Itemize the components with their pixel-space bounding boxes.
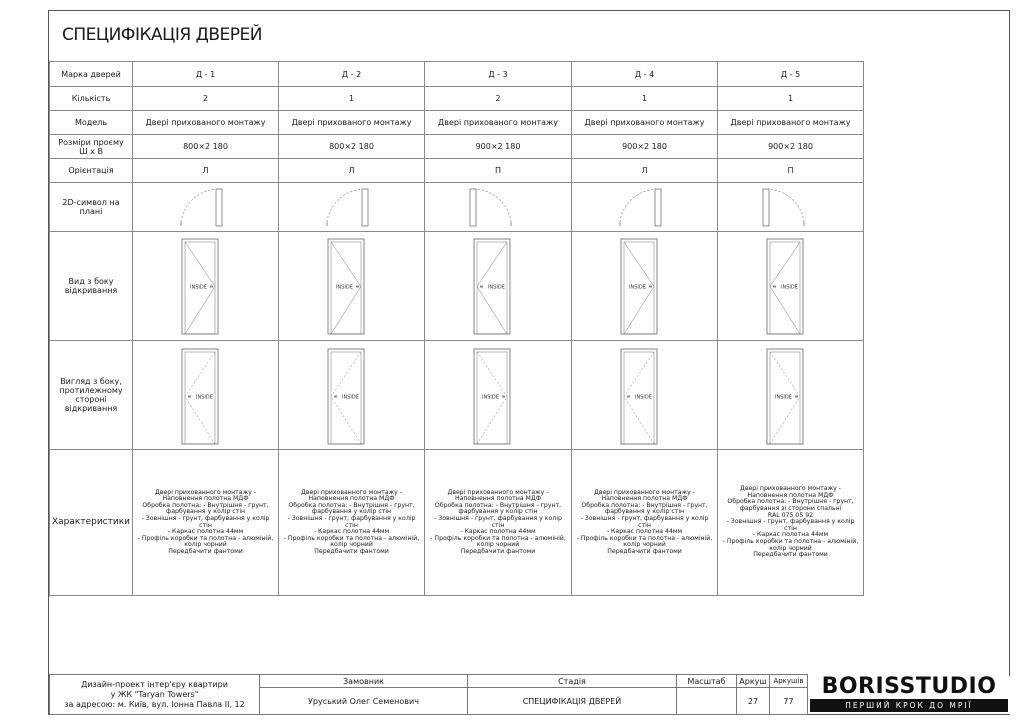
characteristic-line: фарбування у колір стін — [165, 508, 246, 516]
plan-cell — [425, 183, 572, 232]
inside-label: INSIDE — [190, 284, 207, 291]
door-mark: Д - 4 — [572, 62, 718, 87]
characteristic-line: - Профіль коробки та полотна - алюміній, — [576, 534, 713, 542]
door-mark: Д - 2 — [279, 62, 425, 87]
door-orientation: П — [425, 159, 572, 183]
inside-label: INSIDE — [488, 284, 505, 291]
elevation-cell — [133, 232, 279, 341]
door-size: 800×2 180 — [133, 135, 279, 159]
door-qty: 1 — [718, 87, 864, 111]
door-model: Двері прихованого монтажу — [718, 111, 864, 135]
characteristic-line: стін — [491, 521, 505, 529]
stage-value: СПЕЦИФІКАЦІЯ ДВЕРЕЙ — [468, 688, 677, 715]
characteristic-line: Наповнення полотна МДФ — [601, 495, 688, 503]
door-qty: 2 — [425, 87, 572, 111]
door-orientation: Л — [279, 159, 425, 183]
inside-label: INSIDE — [635, 394, 652, 401]
elevation-cell — [425, 232, 572, 341]
characteristic-line: стін — [199, 521, 212, 529]
door-spec-table — [49, 61, 864, 596]
project-line2: у ЖК "Taryan Towers" — [110, 689, 199, 699]
label-plan-symbol — [50, 183, 133, 232]
inside-label: INSIDE — [781, 284, 798, 291]
label-characteristics: Характеристики — [50, 450, 133, 596]
characteristic-line: стін — [345, 521, 358, 529]
characteristic-line: Наповнення полотна МДФ — [308, 495, 395, 503]
inside-label: INSIDE — [482, 394, 499, 401]
project-info — [50, 675, 260, 715]
elevation-cell — [718, 232, 864, 341]
client-value: Уруський Олег Семенович — [260, 688, 468, 715]
label-opp-line1: Вигляд з боку, — [60, 377, 122, 386]
scale-label: Масштаб — [677, 675, 737, 688]
characteristic-line: - Зовнішня - грунт, фарбування у колір — [580, 514, 709, 522]
characteristic-line: Передбачити фантоми — [314, 547, 389, 555]
chars-cell — [133, 450, 279, 596]
characteristic-line: стін — [638, 521, 651, 529]
row-plan-symbol — [50, 183, 864, 232]
sheets-label: Аркушів — [770, 675, 808, 688]
characteristic-line: Наповнення полотна МДФ — [454, 495, 542, 503]
label-mark: Марка дверей — [50, 62, 133, 87]
door-size: 900×2 180 — [572, 135, 718, 159]
characteristic-line: - Профіль коробки та полотна - алюміній, — [283, 534, 420, 542]
label-orientation: Орієнтація — [50, 159, 133, 183]
row-view-opening — [50, 232, 864, 341]
inside-label: INSIDE — [336, 284, 353, 291]
row-view-opposite — [50, 341, 864, 450]
door-model: Двері прихованого монтажу — [279, 111, 425, 135]
characteristic-line: - Каркас полотна 44мм — [167, 528, 244, 536]
characteristic-line: - Каркас полотна 44мм — [460, 528, 536, 536]
label-size — [50, 135, 133, 159]
sheet-value: 27 — [737, 688, 770, 715]
elevation-cell — [279, 341, 425, 450]
chars-cell — [279, 450, 425, 596]
page-title: СПЕЦИФІКАЦІЯ ДВЕРЕЙ — [62, 25, 262, 45]
characteristic-line: стін — [784, 524, 797, 532]
label-size-line1: Розміри проєму — [58, 137, 124, 147]
elevation-cell — [279, 232, 425, 341]
studio-logo — [808, 676, 1010, 714]
plan-cell — [279, 183, 425, 232]
stage-label: Стадія — [468, 675, 677, 688]
door-characteristics — [720, 486, 861, 559]
characteristic-line: - Зовнішня - грунт, фарбування у колір — [141, 514, 270, 522]
characteristic-line: Обробка полотна: - Внутрішня - грунт, — [581, 501, 708, 509]
scale-value — [677, 688, 737, 715]
characteristic-line: Двері прихованного монтажу - — [301, 488, 403, 496]
sheets-value: 77 — [770, 688, 808, 715]
door-characteristics — [427, 490, 569, 556]
plan-cell — [718, 183, 864, 232]
plan-cell — [572, 183, 718, 232]
row-model — [50, 111, 864, 135]
door-characteristics — [281, 490, 422, 556]
characteristic-line: фарбування у колір стін — [604, 508, 685, 516]
characteristic-line: - Каркас полотна 44мм — [606, 528, 683, 536]
door-size: 900×2 180 — [718, 135, 864, 159]
inside-label: INSIDE — [629, 284, 646, 291]
elevation-cell — [572, 232, 718, 341]
door-model: Двері прихованого монтажу — [572, 111, 718, 135]
label-plan-line1: 2D-символ на — [62, 198, 120, 207]
door-qty: 2 — [133, 87, 279, 111]
characteristic-line: RAL 075 05 92 — [767, 511, 814, 519]
door-model: Двері прихованого монтажу — [425, 111, 572, 135]
characteristic-line: - Зовнішня - грунт, фарбування у колір — [287, 514, 416, 522]
characteristic-line: - Профіль коробки та полотна - алюміній, — [722, 537, 859, 545]
elevation-cell — [133, 341, 279, 450]
logo-name: BORISSTUDIO — [821, 674, 997, 699]
characteristic-line: фарбування у колір стін — [311, 508, 392, 516]
label-view-opening — [50, 232, 133, 341]
door-size: 900×2 180 — [425, 135, 572, 159]
characteristic-line: - Зовнішня - грунт, фарбування у колір — [434, 514, 562, 522]
row-characteristics — [50, 450, 864, 596]
characteristic-line: Обробка полотна: - Внутрішня - грунт, — [727, 498, 854, 506]
inside-label: INSIDE — [775, 394, 792, 401]
elevation-cell — [572, 341, 718, 450]
door-qty: 1 — [279, 87, 425, 111]
characteristic-line: Двері прихованного монтажу - — [594, 488, 696, 496]
characteristic-line: фарбування у колір стін — [458, 508, 538, 516]
door-orientation: Л — [572, 159, 718, 183]
characteristic-line: - Каркас полотна 44мм — [313, 528, 390, 536]
sheet-label: Аркуш — [737, 675, 770, 688]
label-opp-line4: відкривання — [64, 404, 118, 413]
chars-cell — [718, 450, 864, 596]
characteristic-line: Передбачити фантоми — [168, 547, 243, 555]
characteristic-line: Двері прихованного монтажу - — [740, 485, 842, 493]
characteristic-line: колір чорний — [330, 541, 373, 549]
plan-cell — [133, 183, 279, 232]
row-orientation — [50, 159, 864, 183]
project-line1: Дизайн-проект інтер'єру квартири — [81, 679, 228, 689]
door-qty: 1 — [572, 87, 718, 111]
elevation-cell — [718, 341, 864, 450]
chars-cell — [572, 450, 718, 596]
label-view-opposite — [50, 341, 133, 450]
door-orientation: Л — [133, 159, 279, 183]
label-opp-line3: стороні — [75, 395, 107, 404]
door-size: 800×2 180 — [279, 135, 425, 159]
characteristic-line: колір чорний — [769, 544, 812, 552]
row-size — [50, 135, 864, 159]
characteristic-line: колір чорний — [623, 541, 666, 549]
characteristic-line: Двері прихованного монтажу - — [155, 488, 257, 496]
characteristic-line: Передбачити фантоми — [753, 551, 828, 559]
elevation-cell — [425, 341, 572, 450]
characteristic-line: Передбачити фантоми — [460, 547, 536, 555]
door-model: Двері прихованого монтажу — [133, 111, 279, 135]
title-block — [49, 674, 808, 715]
characteristic-line: - Профіль коробки та полотна - алюміній, — [137, 534, 274, 542]
characteristic-line: Наповнення полотна МДФ — [747, 491, 834, 499]
door-mark: Д - 1 — [133, 62, 279, 87]
label-qty: Кількість — [50, 87, 133, 111]
inside-label: INSIDE — [342, 394, 359, 401]
characteristic-line: Обробка полотна: - Внутрішня - грунт, — [288, 501, 415, 509]
characteristic-line: - Профіль коробки та полотна - алюміній, — [430, 534, 566, 542]
characteristic-line: Передбачити фантоми — [607, 547, 682, 555]
characteristic-line: Обробка полотна: - Внутрішня - грунт, — [142, 501, 269, 509]
door-characteristics — [574, 490, 715, 556]
characteristic-line: фарбування зі сторони спальні — [739, 505, 842, 513]
label-model: Модель — [50, 111, 133, 135]
door-characteristics — [135, 490, 276, 556]
characteristic-line: Обробка полотна: - Внутрішня - грунт, — [434, 501, 562, 509]
label-opp-line2: протилежному — [59, 386, 123, 395]
logo-tagline: ПЕРШИЙ КРОК ДО МРІЇ — [810, 699, 1008, 712]
row-qty — [50, 87, 864, 111]
project-line3: за адресою: м. Київ, вул. Іонна Павла ІІ, 12 — [64, 699, 245, 709]
characteristic-line: колір чорний — [476, 541, 520, 549]
characteristic-line: Наповнення полотна МДФ — [162, 495, 249, 503]
characteristic-line: Двері прихованного монтажу - — [447, 488, 549, 496]
characteristic-line: - Каркас полотна 44мм — [752, 531, 829, 539]
door-mark: Д - 5 — [718, 62, 864, 87]
characteristic-line: колір чорний — [184, 541, 227, 549]
characteristic-line: - Зовнішня - грунт, фарбування у колір — [726, 518, 855, 526]
row-mark — [50, 62, 864, 87]
label-plan-line2: плані — [79, 207, 103, 216]
label-size-line2: Ш х В — [79, 146, 103, 156]
client-label: Замовник — [260, 675, 468, 688]
door-orientation: П — [718, 159, 864, 183]
label-view-line1: Вид з боку — [68, 277, 114, 286]
inside-label: INSIDE — [196, 394, 213, 401]
chars-cell — [425, 450, 572, 596]
label-view-line2: відкривання — [64, 286, 118, 295]
door-mark: Д - 3 — [425, 62, 572, 87]
